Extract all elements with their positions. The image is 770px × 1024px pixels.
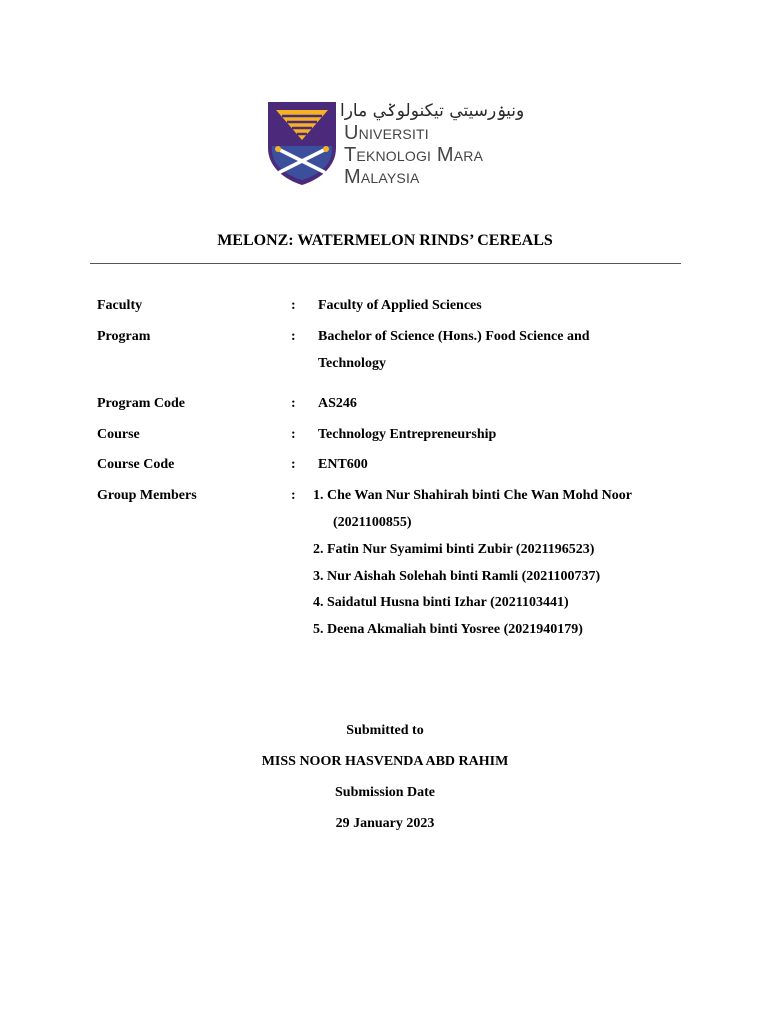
program-code-value: AS246 xyxy=(318,396,357,411)
program-code-label: Program Code xyxy=(97,396,185,411)
uitm-crest-icon xyxy=(266,100,338,186)
course-colon: : xyxy=(291,427,296,442)
course-label: Course xyxy=(97,427,140,442)
lecturer-name: MISS NOOR HASVENDA ABD RAHIM xyxy=(261,754,509,769)
program-value: Bachelor of Science (Hons.) Food Science and xyxy=(318,329,590,344)
program-code-colon: : xyxy=(291,396,296,411)
university-name-line-2: Teknologi Mara xyxy=(344,144,484,166)
report-title: MELONZ: WATERMELON RINDS’ CEREALS xyxy=(217,232,553,249)
submission-date: 29 January 2023 xyxy=(335,816,435,831)
faculty-value: Faculty of Applied Sciences xyxy=(318,298,482,313)
uitm-logo xyxy=(266,100,525,190)
program-label: Program xyxy=(97,329,151,344)
course-code-colon: : xyxy=(291,457,296,472)
member-2: 2. Fatin Nur Syamimi binti Zubir (2021196523) xyxy=(313,542,595,557)
course-code-value: ENT600 xyxy=(318,457,368,472)
faculty-label: Faculty xyxy=(97,298,143,313)
submitted-to-label: Submitted to xyxy=(346,723,424,738)
title-divider xyxy=(90,263,681,264)
member-1: 1. Che Wan Nur Shahirah binti Che Wan Mohd Noor xyxy=(313,488,632,503)
jawi-university-name: ونيۏرسيتي تيکنولوݢي مارا xyxy=(340,101,525,121)
course-value: Technology Entrepreneurship xyxy=(318,427,497,442)
program-colon: : xyxy=(291,329,296,344)
faculty-colon: : xyxy=(291,298,296,313)
member-3: 3. Nur Aishah Solehah binti Ramli (2021100737) xyxy=(313,569,601,584)
university-name xyxy=(344,122,483,188)
group-members-colon: : xyxy=(291,488,296,503)
university-name-line-3: Malaysia xyxy=(344,166,420,188)
group-members-label: Group Members xyxy=(97,488,197,503)
university-name-line-1: Universiti xyxy=(344,122,429,144)
program-value-line-2: Technology xyxy=(318,356,386,371)
course-code-label: Course Code xyxy=(97,457,175,472)
submission-date-label: Submission Date xyxy=(335,785,435,800)
member-5: 5. Deena Akmaliah binti Yosree (2021940179) xyxy=(313,622,583,637)
member-1-id: (2021100855) xyxy=(333,515,412,530)
member-4: 4. Saidatul Husna binti Izhar (2021103441) xyxy=(313,595,569,610)
